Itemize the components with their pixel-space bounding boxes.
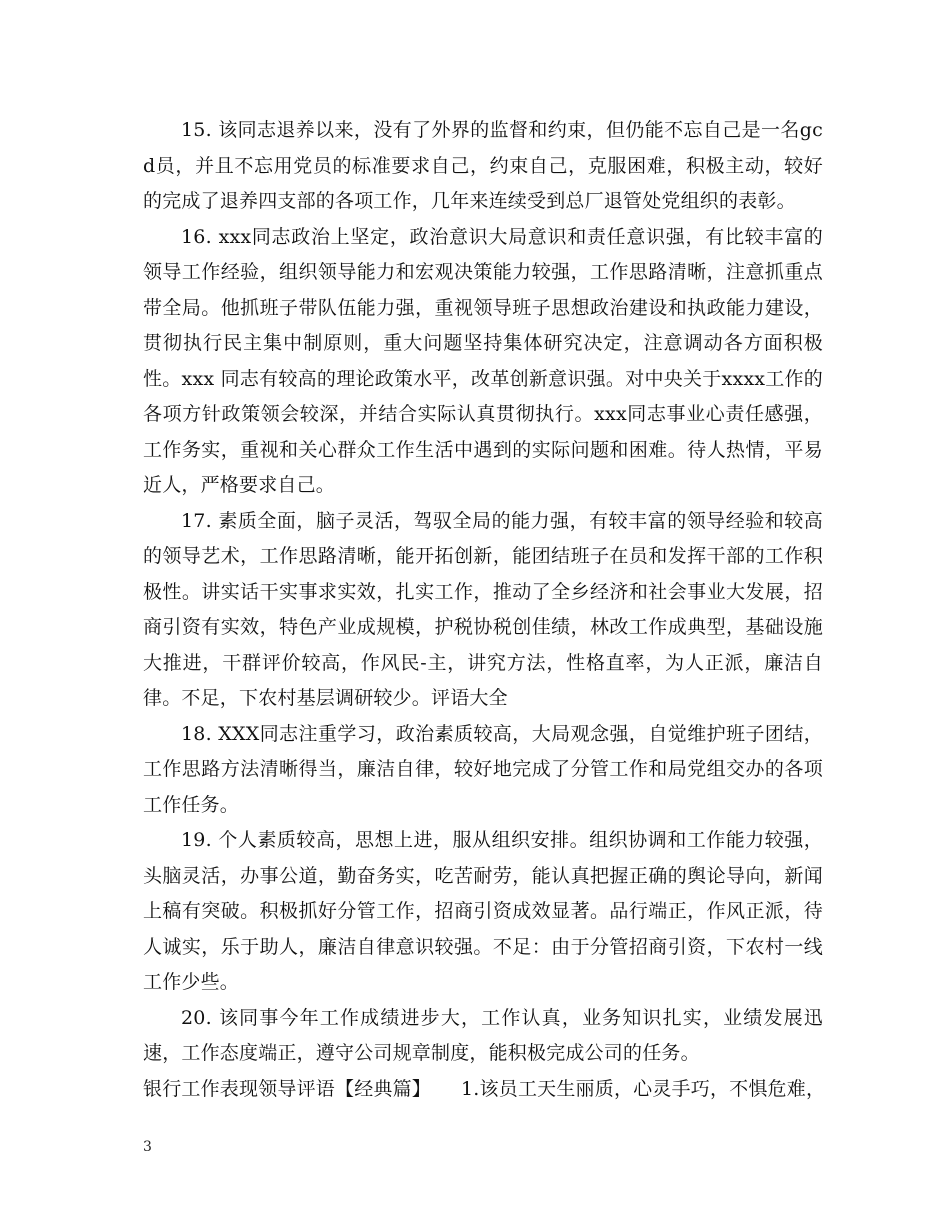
paragraph-20: 20. 该同事今年工作成绩进步大，工作认真，业务知识扎实，业绩发展迅速，工作态度端正，遵守公司规章制度，能积极完成公司的任务。: [143, 1006, 823, 1064]
page-number: 3: [143, 1139, 152, 1155]
section-heading: 银行工作表现领导评语【经典篇】: [143, 1077, 432, 1100]
paragraph-19: 19. 个人素质较高，思想上进，服从组织安排。组织协调和工作能力较强，头脑灵活，办事公道，勤奋务实，吃苦耐劳，能认真把握正确的舆论导向，新闻上稿有突破。积极抓好分管工作，招商引资成效显著。品行端正，作风正派，待人诚实，乐于助人，廉洁自律意识较强。不足：由于分管招商引资，下农村一线工作少些。: [143, 829, 823, 993]
paragraph-17: 17. 素质全面，脑子灵活，驾驭全局的能力强，有较丰富的领导经验和较高的领导艺术，工作思路清晰，能开拓创新，能团结班子在员和发挥干部的工作积极性。讲实话干实事求实效，扎实工作，推动了全乡经济和社会事业大发展，招商引资有实效，特色产业成规模，护税协税创佳绩，林改工作成典型，基础设施大推进，干群评价较高，作风民-主，讲究方法，性格直率，为人正派，廉洁自律。不足，下农村基层调研较少。评语大全: [143, 509, 823, 709]
section-line: [143, 1072, 826, 1108]
paragraph-18: 18. XXX同志注重学习，政治素质较高，大局观念强，自觉维护班子团结，工作思路方法清晰得当，廉洁自律，较好地完成了分管工作和局党组交办的各项工作任务。: [143, 722, 823, 816]
document-body: [143, 113, 826, 1107]
section-first-item: 1.该员工天生丽质，心灵手巧，不惧危难，: [461, 1077, 826, 1100]
paragraph-15: 15. 该同志退养以来，没有了外界的监督和约束，但仍能不忘自己是一名gcd员，并且不忘用党员的标准要求自己，约束自己，克服困难，积极主动，较好的完成了退养四支部的各项工作，几年来连续受到总厂退管处党组织的表彰。: [143, 119, 823, 212]
paragraph-16: 16. xxx同志政治上坚定，政治意识大局意识和责任意识强，有比较丰富的领导工作经验，组织领导能力和宏观决策能力较强，工作思路清晰，注意抓重点带全局。他抓班子带队伍能力强，重视领导班子思想政治建设和执政能力建设，贯彻执行民主集中制原则，重大问题坚持集体研究决定，注意调动各方面积极性。xxx 同志有较高的理论政策水平，改革创新意识强。对中央关于xxxx工作的各项方针政策领会较深，并结合实际认真贯彻执行。xxx同志事业心责任感强，工作务实，重视和关心群众工作生活中遇到的实际问题和困难。待人热情，平易近人，严格要求自己。: [143, 225, 823, 496]
